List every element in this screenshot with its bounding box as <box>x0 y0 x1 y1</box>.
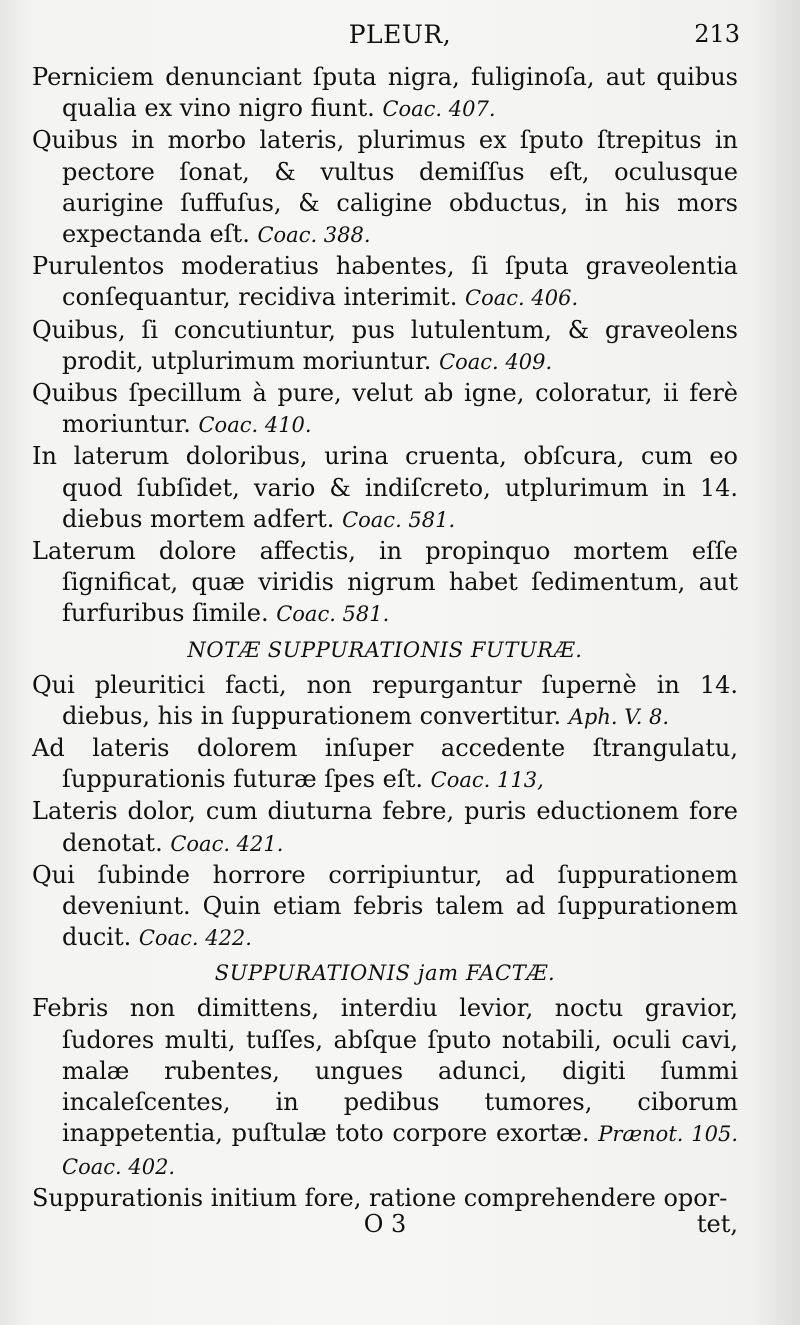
aphorism-text: Lateris dolor, cum diuturna febre, puris eductionem fore denotat. <box>32 797 738 857</box>
aphorism-text: Qui ſubinde horrore corripiuntur, ad ſuppurationem deveniunt. Quin etiam febris talem ad ſuppurationem ducit. <box>32 860 738 952</box>
aphorism-text: Quibus in morbo lateris, plurimus ex ſputo ſtrepitus in pectore ſonat, & vultus demiſſus eſt, oculusque aurigine ſuffuſus, & caligine obductus, in his mors expectanda eſt. <box>32 126 738 249</box>
aphorism-paragraph <box>32 993 738 1182</box>
citation-ref: Coac. 407. <box>382 97 496 122</box>
aphorism-paragraph <box>32 62 738 125</box>
aphorism-paragraph <box>32 125 738 251</box>
aphorism-paragraph <box>32 860 738 955</box>
page-number: 213 <box>694 20 740 48</box>
citation-ref: Prænot. 105. Coac. 402. <box>62 1122 738 1179</box>
aphorism-paragraph <box>32 796 738 859</box>
aphorism-paragraph <box>32 251 738 314</box>
aphorism-text: Quibus, ſi concutiuntur, pus lutulentum, & graveolens prodit, utplurimum moriuntur. <box>32 315 738 375</box>
aphorism-paragraph <box>32 733 738 796</box>
aphorism-paragraph <box>32 315 738 378</box>
aphorism-text: Purulentos moderatius habentes, ſi ſputa graveolentia conſequantur, recidiva interimit. <box>32 252 738 312</box>
running-header <box>0 20 800 54</box>
aphorism-text: Febris non dimittens, interdiu levior, noctu gravior, ſudores multi, tuſſes, abſque ſputo notabili, oculi cavi, malæ rubentes, ungues adunci, digiti ſummi incaleſcentes, in pedibus tumores, ciborum inappetentia, puſtulæ toto corpore exortæ. <box>32 994 738 1148</box>
citation-ref: Coac. 388. <box>257 223 371 248</box>
aphorism-text: Ad lateris dolorem inſuper accedente ſtrangulatu, ſuppurationis futuræ ſpes eſt. <box>32 734 738 794</box>
citation-ref: Coac. 581. <box>276 602 390 627</box>
citation-ref: Coac. 581. <box>342 507 456 532</box>
aphorism-paragraph <box>32 536 738 631</box>
aphorism-paragraph <box>32 378 738 441</box>
aphorism-text: Qui pleuritici facti, non repurgantur ſupernè in 14. diebus, his in ſuppurationem convertitur. <box>32 670 738 730</box>
aphorism-paragraph <box>32 670 738 733</box>
citation-ref: Coac. 421. <box>170 831 284 856</box>
aphorism-paragraph <box>32 441 738 536</box>
aphorism-text: Quibus ſpecillum à pure, velut ab igne, coloratur, ii ferè moriuntur. <box>32 379 738 439</box>
section-heading: NOTÆ SUPPURATIONIS FUTURÆ. <box>187 637 583 662</box>
citation-ref: Coac. 406. <box>465 286 579 311</box>
page-body <box>32 62 738 1215</box>
citation-ref: Aph. V. 8. <box>568 704 670 729</box>
aphorism-text: In laterum doloribus, urina cruenta, obſcura, cum eo quod ſubſidet, vario & indiſcreto, utplurimum in 14. diebus mortem adfert. <box>32 442 738 533</box>
citation-ref: Coac. 409. <box>439 349 553 374</box>
citation-ref: Coac. 410. <box>198 413 312 438</box>
catchword: tet, <box>696 1210 738 1238</box>
signature-mark: O 3 <box>363 1210 407 1238</box>
aphorism-text: Laterum dolore affectis, in propinquo mortem eſſe ſignificat, quæ viridis nigrum habet ſedimentum, aut furfuribus ſimile. <box>32 537 738 628</box>
citation-ref: Coac. 422. <box>138 926 252 951</box>
citation-ref: Coac. 113, <box>430 768 544 793</box>
running-title: PLEUR, <box>348 20 452 49</box>
aphorism-text: Perniciem denunciant ſputa nigra, fuliginoſa, aut quibus qualia ex vino nigro fiunt. <box>32 63 738 123</box>
aphorism-text: Suppurationis initium fore, ratione comprehendere opor- <box>32 1183 728 1212</box>
page-footer <box>32 1210 738 1242</box>
section-heading: SUPPURATIONIS jam FACTÆ. <box>214 961 556 986</box>
